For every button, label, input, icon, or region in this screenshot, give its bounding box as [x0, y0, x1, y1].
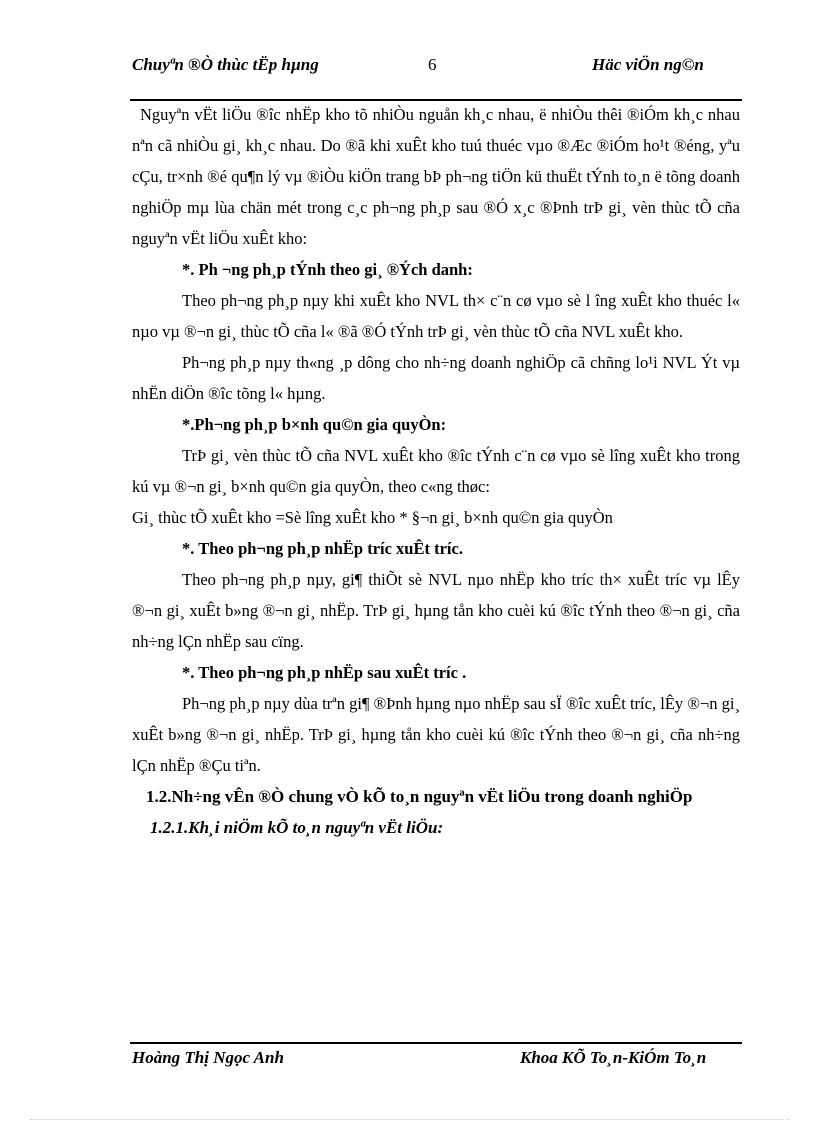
method-heading-weighted-average: *.Ph¬ng ph¸p b×nh qu©n gia quyÒn:: [182, 415, 447, 434]
method-heading-fifo: *. Theo ph¬ng ph¸p nhËp tríc xuÊt tríc.: [182, 539, 463, 558]
section-heading: 1.2.Nh÷ng vÊn ®Ò chung vÒ kÕ to¸n nguyªn vËt liÖu trong doanh nghiÖp: [146, 787, 693, 806]
formula-line: Gi¸ thùc tÕ xuÊt kho =Sè lîng xuÊt kho * §¬n gi¸ b×nh qu©n gia quyÒn: [132, 508, 613, 527]
paragraph-weighted-average: TrÞ gi¸ vèn thùc tÕ cña NVL xuÊt kho ®îc tÝnh c¨n cø vµo sè lîng xuÊt kho trong kú vµ ®¬n gi¸ b×nh qu©n gia quyÒn, theo c«ng thøc:: [132, 446, 740, 496]
paragraph-specific-applicability: Ph¬ng ph¸p nµy th«ng ¸p dông cho nh÷ng doanh nghiÖp cã chñng lo¹i NVL Ýt vµ nhËn diÖn ®îc tõng l« hµng.: [132, 353, 740, 403]
paragraph-lifo: Ph¬ng ph¸p nµy dùa trªn gi¶ ®Þnh hµng nµo nhËp sau sÏ ®îc xuÊt tríc, lÊy ®¬n gi¸ xuÊt b»ng ®¬n gi¸ nhËp. TrÞ gi¸ hµng tån kho cuèi kú ®îc tÝnh theo ®¬n gi¸ cña nh÷ng lÇn nhËp ®Çu tiªn.: [132, 694, 740, 775]
footer-author: Hoàng Thị Ngọc Anh: [132, 1048, 284, 1067]
method-heading-specific: *. Ph ¬ng ph¸p tÝnh theo gi¸ ®Ých danh:: [182, 260, 473, 279]
header-right-title: Häc viÖn ng©n: [592, 55, 704, 74]
page-number: 6: [428, 55, 437, 74]
footer-rule: [130, 1042, 742, 1044]
header-left-title: Chuyªn ®Ò thùc tËp hµng: [132, 55, 319, 74]
footer-department: Khoa KÕ To¸n-KiÓm To¸n: [520, 1048, 707, 1067]
page-edge-dotted-line: [30, 1119, 790, 1120]
subsection-heading: 1.2.1.Kh¸i niÖm kÕ to¸n nguyªn vËt liÖu:: [150, 818, 444, 837]
paragraph-fifo: Theo ph¬ng ph¸p nµy, gi¶ thiÕt sè NVL nµo nhËp kho tríc th× xuÊt tríc vµ lÊy ®¬n gi¸ xuÊt b»ng ®¬n gi¸ nhËp. TrÞ gi¸ hµng tån kho cuèi kú ®îc tÝnh theo ®¬n gi¸ cña nh÷ng lÇn nhËp sau cïng.: [132, 570, 740, 651]
intro-paragraph: Nguyªn vËt liÖu ®îc nhËp kho tõ nhiÒu nguån kh¸c nhau, ë nhiÒu thêi ®iÓm kh¸c nhau nªn cã nhiÒu gi¸ kh¸c nhau. Do ®ã khi xuÊt kho tuú thuéc vµo ®Æc ®iÓm ho¹t ®éng, yªu cÇu, tr×nh ®é qu¶n lý vµ ®iÒu kiÖn trang bÞ ph¬ng tiÖn kü thuËt tÝnh to¸n ë tõng doanh nghiÖp mµ lùa chän mét trong c¸c ph¬ng ph¸p sau ®Ó x¸c ®Þnh trÞ gi¸ vèn thùc tÕ cña nguyªn vËt liÖu xuÊt kho:: [132, 105, 740, 248]
paragraph-specific-method: Theo ph¬ng ph¸p nµy khi xuÊt kho NVL th× c¨n cø vµo sè l îng xuÊt kho thuéc l« nµo vµ ®¬n gi¸ thùc tÕ cña l« ®ã ®Ó tÝnh trÞ gi¸ vèn thùc tÕ cña NVL xuÊt kho.: [132, 291, 740, 341]
document-body: [132, 99, 740, 843]
method-heading-lifo: *. Theo ph¬ng ph¸p nhËp sau xuÊt tríc .: [182, 663, 467, 682]
